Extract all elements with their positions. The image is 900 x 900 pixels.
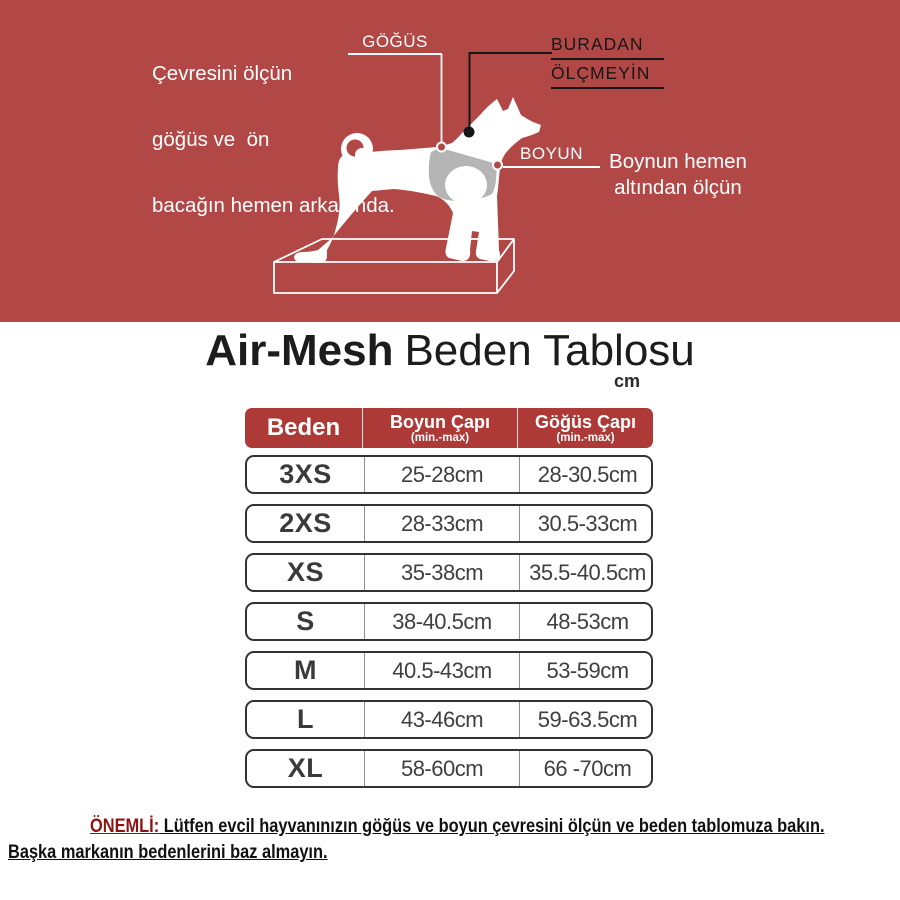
dog-measurement-illustration <box>0 0 900 322</box>
chest-cell: 48-53cm <box>546 608 629 634</box>
chest-instruction-text <box>152 19 395 261</box>
important-note-line2: Başka markanın bedenlerini baz almayın. <box>8 841 328 863</box>
size-cell: 3XS <box>247 457 365 492</box>
table-row <box>245 651 653 690</box>
neck-instruction-line1: Boynun hemen <box>609 150 747 173</box>
size-cell: L <box>247 702 365 737</box>
table-row <box>245 700 653 739</box>
neck-cell: 35-38cm <box>365 555 520 590</box>
chest-instruction-line1: Çevresini ölçün <box>152 62 293 85</box>
important-note-text: Lütfen evcil hayvanınızın göğüs ve boyun çevresini ölçün ve beden tablomuza bakın. <box>159 815 825 837</box>
table-row <box>245 504 653 543</box>
header-neck-column <box>363 408 518 448</box>
size-cell: 2XS <box>247 506 365 541</box>
chest-cell: 35.5-40.5cm <box>529 559 646 585</box>
table-row <box>245 749 653 788</box>
table-header-row <box>245 408 653 448</box>
header-size-column <box>245 408 363 448</box>
chest-label: GÖĞÜS <box>348 32 442 55</box>
size-cell: M <box>247 653 365 688</box>
neck-cell: 25-28cm <box>365 457 520 492</box>
neck-instruction-line2: altından ölçün <box>614 176 742 199</box>
header-chest-label: Göğüs Çapı <box>534 411 636 432</box>
size-cell: XL <box>247 751 365 786</box>
header-chest-column <box>518 408 653 448</box>
do-not-measure-line1: BURADAN <box>551 34 664 60</box>
measurement-banner <box>0 0 900 322</box>
unit-label: cm <box>614 371 641 391</box>
neck-label: BOYUN <box>503 144 600 168</box>
important-label: ÖNEMLİ: <box>90 815 160 837</box>
title-rest: Beden Tablosu <box>404 326 695 375</box>
header-size-label: Beden <box>266 414 341 441</box>
table-row <box>245 455 653 494</box>
header-neck-label: Boyun Çapı <box>389 411 490 432</box>
header-chest-sublabel: (min.-max) <box>556 431 615 444</box>
chest-cell: 30.5-33cm <box>537 510 638 536</box>
chest-cell: 53-59cm <box>546 657 629 683</box>
neck-instruction-text <box>597 149 759 201</box>
chest-cell: 59-63.5cm <box>537 706 638 732</box>
chest-instruction-line2: göğüs ve ön <box>152 128 270 151</box>
table-row <box>245 553 653 592</box>
size-table <box>245 408 653 788</box>
page-title <box>0 326 900 376</box>
neck-cell: 58-60cm <box>365 751 520 786</box>
neck-cell: 28-33cm <box>365 506 520 541</box>
chest-instruction-line3: bacağın hemen arkasında. <box>152 194 395 217</box>
brand-name: Air-Mesh <box>205 326 394 375</box>
collar-dot <box>464 127 475 138</box>
dog-shoulder <box>445 166 487 204</box>
header-neck-sublabel: (min.-max) <box>410 431 470 444</box>
neck-cell: 40.5-43cm <box>365 653 520 688</box>
chest-cell: 66 -70cm <box>543 755 632 781</box>
table-row <box>245 602 653 641</box>
neck-marker-ring <box>493 161 502 170</box>
neck-cell: 43-46cm <box>365 702 520 737</box>
neck-cell: 38-40.5cm <box>365 604 520 639</box>
chest-marker-ring <box>437 143 446 152</box>
size-cell: XS <box>247 555 365 590</box>
important-note-line1 <box>90 815 825 838</box>
do-not-measure-line2: ÖLÇMEYİN <box>551 63 664 89</box>
chest-cell: 28-30.5cm <box>537 461 638 487</box>
size-cell: S <box>247 604 365 639</box>
do-not-measure-label <box>551 34 664 92</box>
